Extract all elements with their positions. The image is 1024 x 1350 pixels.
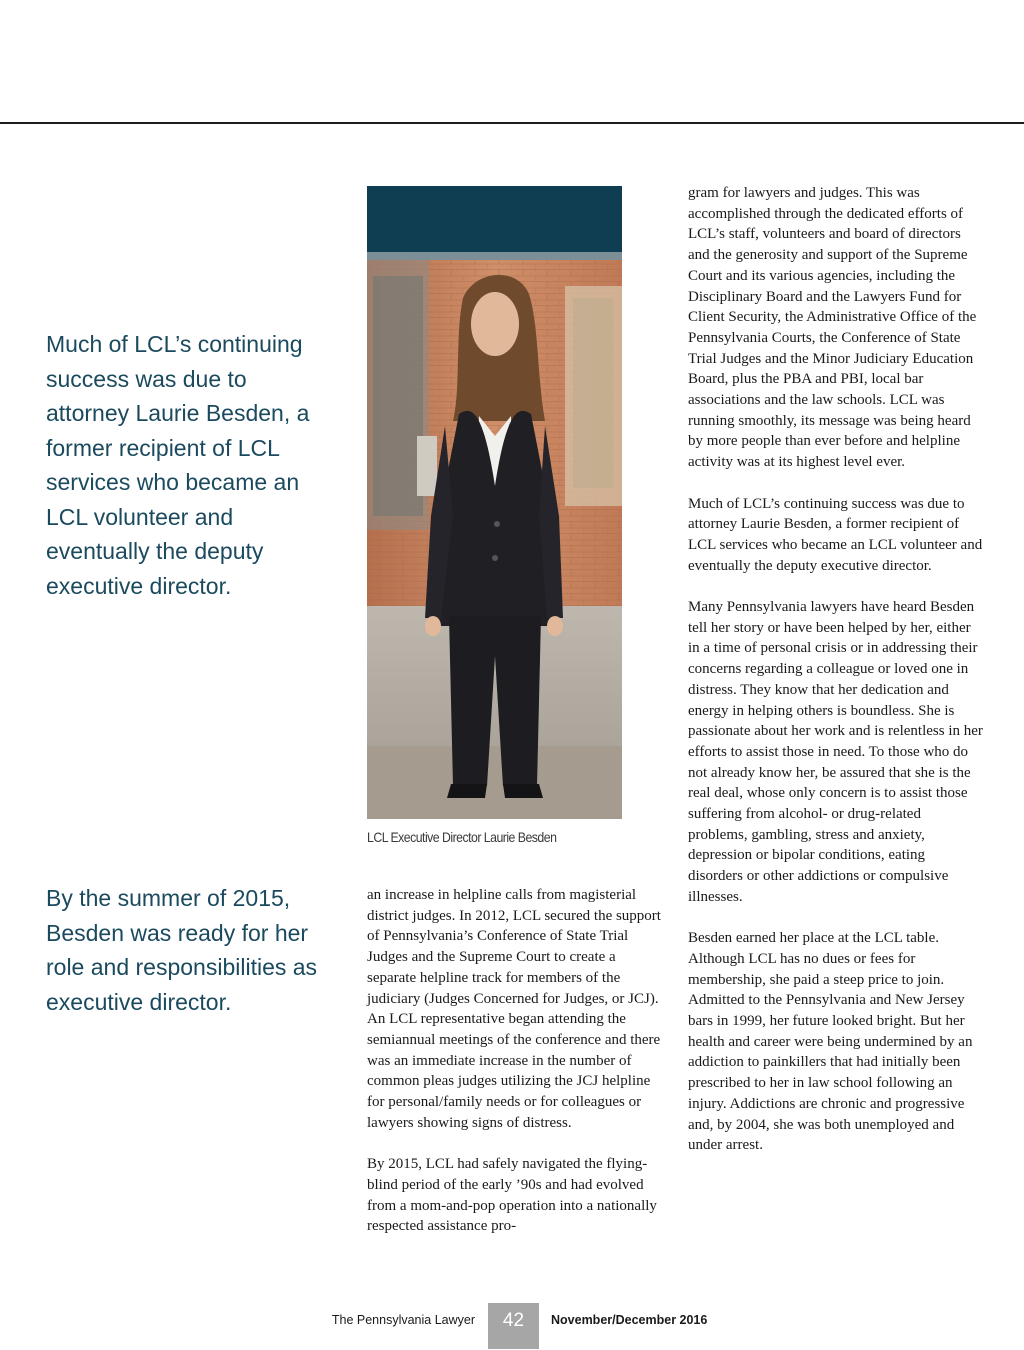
- pull-quote-2-text: By the summer of 2015, Besden was ready for her role and responsibilities as executive director.: [46, 885, 318, 1015]
- photo-caption: LCL Executive Director Laurie Besden: [367, 829, 557, 845]
- footer-publication: The Pennsylvania Lawyer: [331, 1313, 475, 1327]
- body-paragraph: an increase in helpline calls from magisterial district judges. In 2012, LCL secured the support of Pennsylvania’s Conference of State Trial Judges and the Supreme Court to create a separate helpline track for members of the judiciary (Judges Concerned for Judges, or JCJ). An LCL representative began attending the semiannual meetings of the conference and there was an immediate increase in the number of common pleas judges utilizing the JCJ helpline for personal/family needs or for colleagues or lawyers showing signs of distress.: [367, 887, 661, 1131]
- page-number: 42: [488, 1303, 539, 1349]
- footer-issue: November/December 2016: [551, 1313, 708, 1327]
- body-paragraph: gram for lawyers and judges. This was accomplished through the dedicated efforts of LCL’s staff, volunteers and board of directors and the generosity and support of the Supreme Court and its various agencies, including the Disciplinary Board and the Lawyers Fund for Client Security, the Administrative Office of the Pennsylvania Courts, the Conference of State Trial Judges and the Minor Judiciary Education Board, plus the PBA and PBI, local bar associations and the law schools. LCL was running smoothly, its message was being heard by more people than ever before and helpline activity was at its highest level ever.: [688, 185, 977, 471]
- body-column-right: [688, 183, 983, 1156]
- body-column-middle: [367, 885, 662, 1237]
- page-footer: [0, 1303, 1024, 1349]
- pull-quote-2: [46, 881, 336, 1019]
- header-rule: [0, 122, 1024, 124]
- portrait-photo: [367, 186, 622, 819]
- pull-quote-1-text: Much of LCL’s continuing success was due to attorney Laurie Besden, a former recipient of LCL services who became an LCL volunteer and eventually the deputy executive director.: [46, 331, 310, 599]
- body-paragraph: By 2015, LCL had safely navigated the flying-blind period of the early ’90s and had evolved from a mom-and-pop operation into a nationally respected assistance pro-: [367, 1156, 657, 1235]
- body-paragraph: Many Pennsylvania lawyers have heard Besden tell her story or have been helped by her, either in a time of personal crisis or in addressing their concerns regarding a colleague or loved one in distress. They know that her dedication and energy in helping others is boundless. She is passionate about her work and is relentless in her efforts to assist those in need. To those who do not already know her, be assured that she is the real deal, whose only concern is to assist those suffering from alcohol- or drug-related problems, gambling, stress and anxiety, depression or bipolar conditions, eating disorders or other addictions or compulsive illnesses.: [688, 599, 983, 905]
- body-paragraph: Much of LCL’s continuing success was due to attorney Laurie Besden, a former recipient of LCL services who became an LCL volunteer and eventually the deputy executive director.: [688, 495, 983, 574]
- pull-quote-1: [46, 327, 336, 603]
- body-paragraph: Besden earned her place at the LCL table. Although LCL has no dues or fees for membership, she paid a steep price to join. Admitted to the Pennsylvania and New Jersey bars in 1999, her future looked bright. But her health and career were being undermined by an addiction to painkillers that had initially been prescribed to her in law school following an injury. Addictions are chronic and progressive and, by 2004, she was both unemployed and under arrest.: [688, 930, 973, 1154]
